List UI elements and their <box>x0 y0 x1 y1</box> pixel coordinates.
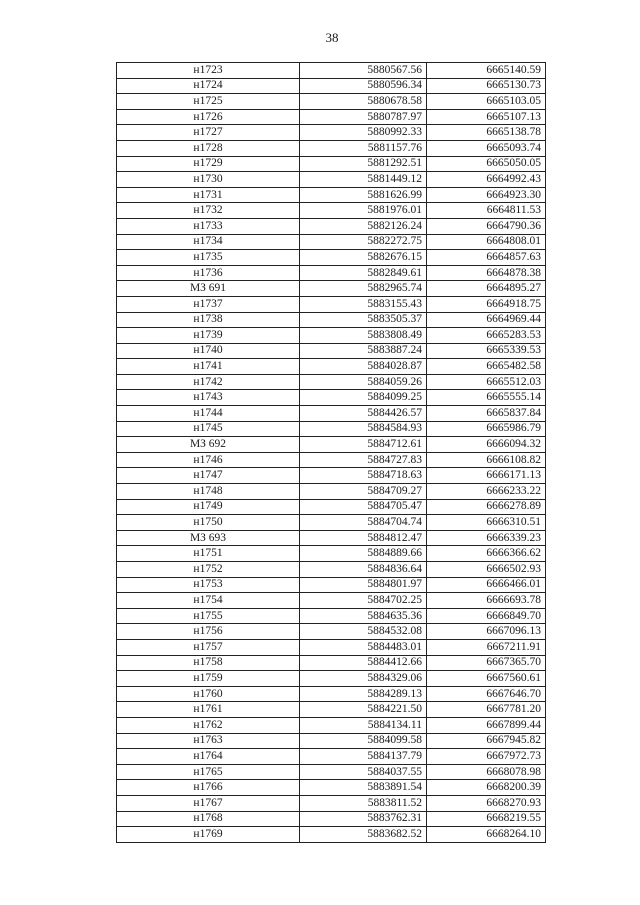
y-coordinate-cell: 6665093.74 <box>427 140 546 156</box>
point-id-cell: н1725 <box>117 94 300 110</box>
table-row <box>117 203 546 219</box>
point-id-cell: н1734 <box>117 234 300 250</box>
table-row <box>117 811 546 827</box>
point-id-cell: н1767 <box>117 795 300 811</box>
table-row <box>117 125 546 141</box>
x-coordinate-cell: 5884709.27 <box>300 484 427 500</box>
point-id-cell: н1723 <box>117 63 300 79</box>
x-coordinate-cell: 5884705.47 <box>300 499 427 515</box>
x-coordinate-cell: 5884801.97 <box>300 577 427 593</box>
table-row <box>117 437 546 453</box>
y-coordinate-cell: 6665986.79 <box>427 421 546 437</box>
table-row <box>117 343 546 359</box>
table-row <box>117 624 546 640</box>
table-row <box>117 265 546 281</box>
table-row <box>117 484 546 500</box>
y-coordinate-cell: 6666366.62 <box>427 546 546 562</box>
table-row <box>117 749 546 765</box>
y-coordinate-cell: 6666310.51 <box>427 515 546 531</box>
table-row <box>117 671 546 687</box>
x-coordinate-cell: 5884289.13 <box>300 686 427 702</box>
point-id-cell: МЗ 693 <box>117 530 300 546</box>
table-row <box>117 686 546 702</box>
y-coordinate-cell: 6666466.01 <box>427 577 546 593</box>
x-coordinate-cell: 5882126.24 <box>300 218 427 234</box>
x-coordinate-cell: 5884704.74 <box>300 515 427 531</box>
x-coordinate-cell: 5883682.52 <box>300 827 427 843</box>
point-id-cell: н1757 <box>117 639 300 655</box>
point-id-cell: н1761 <box>117 702 300 718</box>
x-coordinate-cell: 5883505.37 <box>300 312 427 328</box>
point-id-cell: н1743 <box>117 390 300 406</box>
point-id-cell: н1764 <box>117 749 300 765</box>
x-coordinate-cell: 5880596.34 <box>300 78 427 94</box>
y-coordinate-cell: 6665482.58 <box>427 359 546 375</box>
x-coordinate-cell: 5881157.76 <box>300 140 427 156</box>
x-coordinate-cell: 5880678.58 <box>300 94 427 110</box>
table-row <box>117 780 546 796</box>
y-coordinate-cell: 6668270.93 <box>427 795 546 811</box>
point-id-cell: н1726 <box>117 109 300 125</box>
table-row <box>117 63 546 79</box>
point-id-cell: н1746 <box>117 452 300 468</box>
table-row <box>117 328 546 344</box>
point-id-cell: н1736 <box>117 265 300 281</box>
x-coordinate-cell: 5883887.24 <box>300 343 427 359</box>
table-row <box>117 359 546 375</box>
table-row <box>117 827 546 843</box>
y-coordinate-cell: 6665103.05 <box>427 94 546 110</box>
table-row <box>117 218 546 234</box>
y-coordinate-cell: 6665130.73 <box>427 78 546 94</box>
x-coordinate-cell: 5881626.99 <box>300 187 427 203</box>
y-coordinate-cell: 6666693.78 <box>427 593 546 609</box>
y-coordinate-cell: 6665555.14 <box>427 390 546 406</box>
table-row <box>117 109 546 125</box>
point-id-cell: МЗ 692 <box>117 437 300 453</box>
x-coordinate-cell: 5883155.43 <box>300 296 427 312</box>
point-id-cell: н1758 <box>117 655 300 671</box>
y-coordinate-cell: 6666339.23 <box>427 530 546 546</box>
page-number: 38 <box>325 30 339 45</box>
x-coordinate-cell: 5881292.51 <box>300 156 427 172</box>
point-id-cell: н1766 <box>117 780 300 796</box>
table-row <box>117 374 546 390</box>
y-coordinate-cell: 6665339.53 <box>427 343 546 359</box>
x-coordinate-cell: 5881976.01 <box>300 203 427 219</box>
point-id-cell: н1731 <box>117 187 300 203</box>
x-coordinate-cell: 5881449.12 <box>300 172 427 188</box>
point-id-cell: н1732 <box>117 203 300 219</box>
y-coordinate-cell: 6664895.27 <box>427 281 546 297</box>
y-coordinate-cell: 6665283.53 <box>427 328 546 344</box>
y-coordinate-cell: 6665050.05 <box>427 156 546 172</box>
x-coordinate-cell: 5882965.74 <box>300 281 427 297</box>
x-coordinate-cell: 5883811.52 <box>300 795 427 811</box>
x-coordinate-cell: 5884702.25 <box>300 593 427 609</box>
table-row <box>117 468 546 484</box>
y-coordinate-cell: 6665837.84 <box>427 406 546 422</box>
x-coordinate-cell: 5884889.66 <box>300 546 427 562</box>
y-coordinate-cell: 6666278.89 <box>427 499 546 515</box>
x-coordinate-cell: 5882272.75 <box>300 234 427 250</box>
x-coordinate-cell: 5882849.61 <box>300 265 427 281</box>
y-coordinate-cell: 6664923.30 <box>427 187 546 203</box>
point-id-cell: н1747 <box>117 468 300 484</box>
y-coordinate-cell: 6667781.20 <box>427 702 546 718</box>
y-coordinate-cell: 6664857.63 <box>427 250 546 266</box>
x-coordinate-cell: 5884584.93 <box>300 421 427 437</box>
y-coordinate-cell: 6668078.98 <box>427 764 546 780</box>
coordinates-table-body <box>117 63 546 843</box>
y-coordinate-cell: 6665107.13 <box>427 109 546 125</box>
point-id-cell: н1754 <box>117 593 300 609</box>
point-id-cell: н1728 <box>117 140 300 156</box>
point-id-cell: МЗ 691 <box>117 281 300 297</box>
x-coordinate-cell: 5883891.54 <box>300 780 427 796</box>
y-coordinate-cell: 6665512.03 <box>427 374 546 390</box>
point-id-cell: н1742 <box>117 374 300 390</box>
point-id-cell: н1752 <box>117 562 300 578</box>
table-row <box>117 234 546 250</box>
x-coordinate-cell: 5884532.08 <box>300 624 427 640</box>
point-id-cell: н1755 <box>117 608 300 624</box>
table-row <box>117 187 546 203</box>
y-coordinate-cell: 6667646.70 <box>427 686 546 702</box>
table-row <box>117 562 546 578</box>
y-coordinate-cell: 6667899.44 <box>427 717 546 733</box>
y-coordinate-cell: 6667096.13 <box>427 624 546 640</box>
y-coordinate-cell: 6666233.22 <box>427 484 546 500</box>
x-coordinate-cell: 5880787.97 <box>300 109 427 125</box>
y-coordinate-cell: 6665138.78 <box>427 125 546 141</box>
y-coordinate-cell: 6666171.13 <box>427 468 546 484</box>
table-row <box>117 281 546 297</box>
table-row <box>117 639 546 655</box>
point-id-cell: н1733 <box>117 218 300 234</box>
x-coordinate-cell: 5884412.66 <box>300 655 427 671</box>
x-coordinate-cell: 5880992.33 <box>300 125 427 141</box>
point-id-cell: н1769 <box>117 827 300 843</box>
table-row <box>117 702 546 718</box>
point-id-cell: н1748 <box>117 484 300 500</box>
y-coordinate-cell: 6666502.93 <box>427 562 546 578</box>
table-row <box>117 78 546 94</box>
y-coordinate-cell: 6664918.75 <box>427 296 546 312</box>
y-coordinate-cell: 6664811.53 <box>427 203 546 219</box>
point-id-cell: н1735 <box>117 250 300 266</box>
table-row <box>117 140 546 156</box>
y-coordinate-cell: 6664808.01 <box>427 234 546 250</box>
point-id-cell: н1751 <box>117 546 300 562</box>
x-coordinate-cell: 5884099.25 <box>300 390 427 406</box>
x-coordinate-cell: 5884028.87 <box>300 359 427 375</box>
table-row <box>117 156 546 172</box>
y-coordinate-cell: 6664790.36 <box>427 218 546 234</box>
table-row <box>117 764 546 780</box>
table-row <box>117 172 546 188</box>
x-coordinate-cell: 5884727.83 <box>300 452 427 468</box>
table-row <box>117 452 546 468</box>
x-coordinate-cell: 5884221.50 <box>300 702 427 718</box>
x-coordinate-cell: 5884836.64 <box>300 562 427 578</box>
y-coordinate-cell: 6666094.32 <box>427 437 546 453</box>
point-id-cell: н1724 <box>117 78 300 94</box>
y-coordinate-cell: 6668219.55 <box>427 811 546 827</box>
point-id-cell: н1768 <box>117 811 300 827</box>
point-id-cell: н1759 <box>117 671 300 687</box>
y-coordinate-cell: 6664878.38 <box>427 265 546 281</box>
x-coordinate-cell: 5884712.61 <box>300 437 427 453</box>
y-coordinate-cell: 6664992.43 <box>427 172 546 188</box>
table-row <box>117 515 546 531</box>
table-row <box>117 608 546 624</box>
y-coordinate-cell: 6666108.82 <box>427 452 546 468</box>
point-id-cell: н1730 <box>117 172 300 188</box>
x-coordinate-cell: 5884812.47 <box>300 530 427 546</box>
y-coordinate-cell: 6668264.10 <box>427 827 546 843</box>
y-coordinate-cell: 6667560.61 <box>427 671 546 687</box>
point-id-cell: н1744 <box>117 406 300 422</box>
table-row <box>117 406 546 422</box>
x-coordinate-cell: 5884718.63 <box>300 468 427 484</box>
x-coordinate-cell: 5884037.55 <box>300 764 427 780</box>
table-row <box>117 530 546 546</box>
y-coordinate-cell: 6667211.91 <box>427 639 546 655</box>
y-coordinate-cell: 6667972.73 <box>427 749 546 765</box>
point-id-cell: н1749 <box>117 499 300 515</box>
x-coordinate-cell: 5884483.01 <box>300 639 427 655</box>
point-id-cell: н1753 <box>117 577 300 593</box>
point-id-cell: н1750 <box>117 515 300 531</box>
table-row <box>117 577 546 593</box>
x-coordinate-cell: 5884134.11 <box>300 717 427 733</box>
table-row <box>117 546 546 562</box>
table-row <box>117 733 546 749</box>
x-coordinate-cell: 5884059.26 <box>300 374 427 390</box>
point-id-cell: н1756 <box>117 624 300 640</box>
table-row <box>117 655 546 671</box>
coordinates-table <box>116 62 546 843</box>
x-coordinate-cell: 5883808.49 <box>300 328 427 344</box>
table-row <box>117 390 546 406</box>
table-row <box>117 94 546 110</box>
point-id-cell: н1765 <box>117 764 300 780</box>
x-coordinate-cell: 5884329.06 <box>300 671 427 687</box>
x-coordinate-cell: 5884137.79 <box>300 749 427 765</box>
point-id-cell: н1741 <box>117 359 300 375</box>
y-coordinate-cell: 6666849.70 <box>427 608 546 624</box>
point-id-cell: н1763 <box>117 733 300 749</box>
point-id-cell: н1737 <box>117 296 300 312</box>
table-row <box>117 717 546 733</box>
table-row <box>117 593 546 609</box>
x-coordinate-cell: 5883762.31 <box>300 811 427 827</box>
table-row <box>117 312 546 328</box>
table-row <box>117 499 546 515</box>
x-coordinate-cell: 5882676.15 <box>300 250 427 266</box>
x-coordinate-cell: 5884099.58 <box>300 733 427 749</box>
table-row <box>117 795 546 811</box>
table-row <box>117 421 546 437</box>
point-id-cell: н1739 <box>117 328 300 344</box>
x-coordinate-cell: 5880567.56 <box>300 63 427 79</box>
point-id-cell: н1745 <box>117 421 300 437</box>
point-id-cell: н1760 <box>117 686 300 702</box>
point-id-cell: н1740 <box>117 343 300 359</box>
point-id-cell: н1729 <box>117 156 300 172</box>
y-coordinate-cell: 6664969.44 <box>427 312 546 328</box>
point-id-cell: н1727 <box>117 125 300 141</box>
x-coordinate-cell: 5884426.57 <box>300 406 427 422</box>
y-coordinate-cell: 6667365.70 <box>427 655 546 671</box>
y-coordinate-cell: 6665140.59 <box>427 63 546 79</box>
table-row <box>117 296 546 312</box>
point-id-cell: н1762 <box>117 717 300 733</box>
x-coordinate-cell: 5884635.36 <box>300 608 427 624</box>
table-row <box>117 250 546 266</box>
y-coordinate-cell: 6667945.82 <box>427 733 546 749</box>
y-coordinate-cell: 6668200.39 <box>427 780 546 796</box>
point-id-cell: н1738 <box>117 312 300 328</box>
